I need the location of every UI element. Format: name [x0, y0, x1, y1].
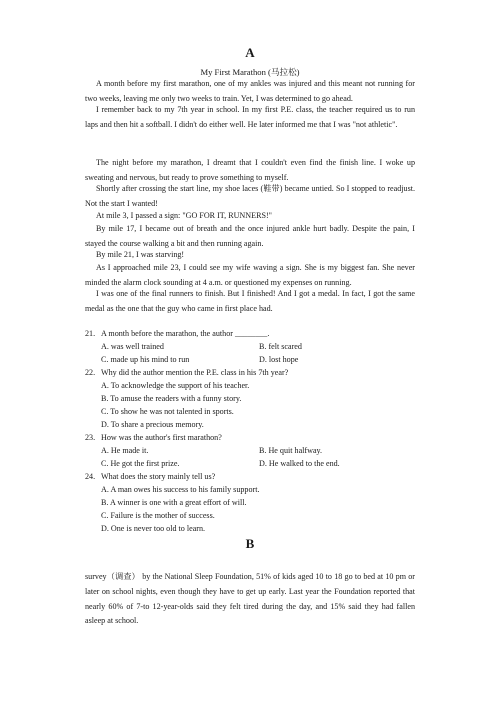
question-number: 23. — [85, 433, 96, 442]
question-number: 24. — [85, 472, 96, 481]
question-text: How was the author's first marathon? — [101, 433, 222, 442]
question-text: A month before the marathon, the author ________. — [101, 329, 270, 338]
passage-a-paragraph-2: I remember back to my 7th year in school. In my first P.E. class, the teacher required us to run laps and then hit a softball. I didn't do either well. He later informed me that I was "not athletic". — [85, 105, 415, 129]
question-21-option-c: C. made up his mind to run — [101, 355, 190, 364]
question-text: What does the story mainly tell us? — [101, 472, 216, 481]
question-24-option-c: C. Failure is the mother of success. — [101, 511, 215, 520]
question-23-option-a: A. He made it. — [101, 446, 149, 455]
question-21-option-d: D. lost hope — [259, 355, 299, 364]
passage-a-paragraph-6: By mile 17, I became out of breath and the once injured ankle hurt badly. Despite the pain, I stayed the course walking a bit and then running again. — [85, 224, 415, 248]
passage-a-paragraph-3: The night before my marathon, I dreamt that I couldn't even find the finish line. I woke up sweating and nervous, but ready to prove something to myself. — [85, 158, 415, 182]
question-text: Why did the author mention the P.E. class in his 7th year? — [101, 368, 289, 377]
question-number: 21. — [85, 329, 96, 338]
question-21-stem — [85, 327, 415, 340]
question-22-option-c: C. To show he was not talented in sports. — [101, 407, 234, 416]
question-22-stem — [85, 366, 415, 379]
passage-a-paragraph-5: At mile 3, I passed a sign: "GO FOR IT, RUNNERS!" — [96, 211, 272, 220]
question-23-option-b: B. He quit halfway. — [259, 446, 323, 455]
passage-b-heading: B — [245, 536, 255, 551]
passage-a-paragraph-8: As I approached mile 23, I could see my wife waving a sign. She is my biggest fan. She never minded the alarm clock sounding at 4 a.m. or questioned my expenses on running. — [85, 263, 415, 287]
passage-a-heading: A — [245, 45, 255, 60]
passage-a-paragraph-4: Shortly after crossing the start line, my shoe laces (鞋带) became untied. So I stopped to readjust. Not the start I wanted! — [85, 184, 415, 208]
passage-a-title: My First Marathon (马拉松) — [200, 67, 300, 77]
question-23-option-c: C. He got the first prize. — [101, 459, 180, 468]
question-21-option-a: A. was well trained — [101, 342, 164, 351]
question-number: 22. — [85, 368, 96, 377]
passage-b-paragraph: survey（调查） by the National Sleep Foundation, 51% of kids aged 10 to 18 go to bed at 10 pm or later on school nights, even though they have to get up early. Last year the Foundation reported that nearly 60% of 7-to 12-year-olds said they felt tired during the day, and 15% said they had fallen asleep at school. — [85, 572, 415, 626]
question-22-option-b: B. To amuse the readers with a funny story. — [101, 394, 242, 403]
question-21-option-b: B. felt scared — [259, 342, 302, 351]
question-24-option-a: A. A man owes his success to his family support. — [101, 485, 260, 494]
question-23-option-d: D. He walked to the end. — [259, 459, 340, 468]
passage-a-paragraph-7: By mile 21, I was starving! — [96, 250, 185, 259]
passage-a-paragraph-1: A month before my first marathon, one of my ankles was injured and this meant not running for two weeks, leaving me only two weeks to train. Yet, I was determined to go ahead. — [85, 79, 415, 103]
question-22-option-d: D. To share a precious memory. — [101, 420, 204, 429]
passage-a-paragraph-9: I was one of the final runners to finish. But I finished! And I got a medal. In fact, I got the same medal as the one that the guy who came in first place had. — [85, 289, 415, 313]
question-23-stem — [85, 431, 415, 444]
question-22-option-a: A. To acknowledge the support of his teacher. — [101, 381, 250, 390]
question-24-option-d: D. One is never too old to learn. — [101, 524, 206, 533]
question-24-stem — [85, 470, 415, 483]
question-24-option-b: B. A winner is one with a great effort of will. — [101, 498, 247, 507]
